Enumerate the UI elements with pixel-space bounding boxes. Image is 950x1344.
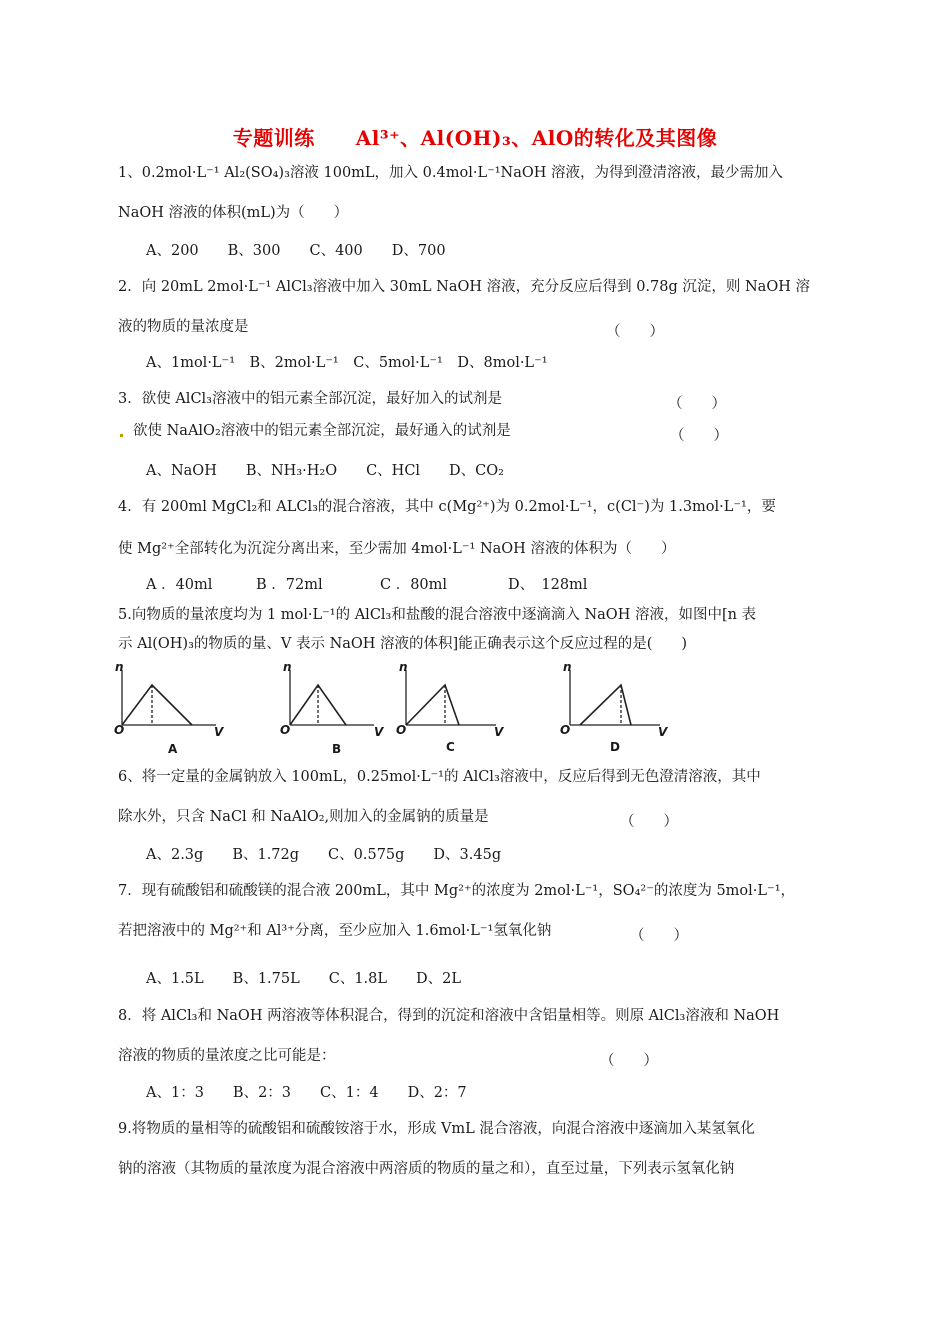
graph-a-v-label: V bbox=[214, 725, 224, 739]
graph-d-curve bbox=[580, 685, 631, 725]
question-2-options: A、1mol·L⁻¹ B、2mol·L⁻¹ C、5mol·L⁻¹ D、8mol·L⁻¹ bbox=[146, 355, 548, 371]
graph-b-v-label: V bbox=[374, 725, 384, 739]
question-5-line-2: 示 Al(OH)₃的物质的量、V 表示 NaOH 溶液的体积]能正确表示这个反应过程的是( ) bbox=[118, 636, 688, 652]
question-6-options: A、2.3g B、1.72g C、0.575g D、3.45g bbox=[146, 847, 502, 863]
stray-mark bbox=[120, 434, 123, 437]
question-9-line-2: 钠的溶液（其物质的量浓度为混合溶液中两溶质的物质的量之和），直至过量，下列表示氢氧化钠 bbox=[118, 1161, 735, 1177]
graph-d-label: D bbox=[610, 740, 620, 754]
question-1-line-1: 1、0.2mol·L⁻¹ Al₂(SO₄)₃溶液 100mL，加入 0.4mol·L⁻¹NaOH 溶液，为得到澄清溶液，最少需加入 bbox=[118, 165, 784, 181]
graph-b-n-label: n bbox=[283, 660, 292, 674]
page-title: 专题训练 Al³⁺、Al(OH)₃、AlO的转化及其图像 bbox=[232, 126, 718, 150]
question-8-line-1: 8．将 AlCl₃和 NaOH 两溶液等体积混合，得到的沉淀和溶液中含铝量相等。则原 AlCl₃溶液和 NaOH bbox=[118, 1008, 780, 1024]
question-8-options: A、1：3 B、2：3 C、1：4 D、2：7 bbox=[146, 1085, 467, 1101]
question-1-line-2: NaOH 溶液的体积(mL)为（ ） bbox=[118, 205, 349, 221]
question-3-options: A、NaOH B、NH₃·H₂O C、HCl D、CO₂ bbox=[146, 463, 504, 479]
question-3-line-2: 欲使 NaAlO₂溶液中的铝元素全部沉淀，最好通入的试剂是 bbox=[133, 423, 511, 439]
question-2-line-1: 2．向 20mL 2mol·L⁻¹ AlCl₃溶液中加入 30mL NaOH 溶液，充分反应后得到 0.78g 沉淀，则 NaOH 溶 bbox=[118, 279, 810, 295]
question-7-line-1: 7．现有硫酸铝和硫酸镁的混合液 200mL，其中 Mg²⁺的浓度为 2mol·L⁻¹，SO₄²⁻的浓度为 5mol·L⁻¹， bbox=[118, 883, 796, 899]
question-4-option-b: B ．72ml bbox=[256, 577, 323, 593]
graph-a-n-label: n bbox=[115, 660, 124, 674]
answer-graphs bbox=[112, 660, 682, 760]
graph-a-curve bbox=[122, 685, 192, 725]
graph-a-origin-label: O bbox=[114, 723, 125, 737]
question-5-line-1: 5.向物质的量浓度均为 1 mol·L⁻¹的 AlCl₃和盐酸的混合溶液中逐滴滴入 NaOH 溶液，如图中[n 表 bbox=[118, 607, 757, 623]
graph-c-origin-label: O bbox=[396, 723, 407, 737]
question-9-line-1: 9.将物质的量相等的硫酸铝和硫酸铵溶于水，形成 VmL 混合溶液，向混合溶液中逐滴加入某氢氧化 bbox=[118, 1121, 755, 1137]
graph-b-label: B bbox=[332, 742, 342, 756]
question-6-answer-blank: （ ） bbox=[620, 814, 678, 830]
graph-c-label: C bbox=[446, 740, 455, 754]
question-4-option-d: D、 128ml bbox=[508, 577, 588, 593]
question-6-line-2: 除水外，只含 NaCl 和 NaAlO₂,则加入的金属钠的质量是 bbox=[118, 809, 489, 825]
question-2-answer-blank: （ ） bbox=[606, 324, 664, 340]
question-7-options: A、1.5L B、1.75L C、1.8L D、2L bbox=[146, 971, 461, 987]
graph-d bbox=[570, 670, 660, 725]
graph-b-origin-label: O bbox=[280, 723, 291, 737]
question-8-answer-blank: （ ） bbox=[600, 1053, 658, 1069]
graph-c bbox=[406, 670, 496, 725]
question-7-line-2: 若把溶液中的 Mg²⁺和 Al³⁺分离，至少应加入 1.6mol·L⁻¹氢氧化钠 bbox=[118, 923, 552, 939]
graph-b bbox=[290, 670, 374, 725]
graph-c-curve bbox=[406, 685, 459, 725]
question-8-line-2: 溶液的物质的量浓度之比可能是： bbox=[118, 1048, 336, 1064]
graph-d-v-label: V bbox=[658, 725, 668, 739]
answer-graphs-svg bbox=[112, 660, 682, 760]
question-4-line-1: 4．有 200ml MgCl₂和 ALCl₃的混合溶液，其中 c(Mg²⁺)为 0.2mol·L⁻¹，c(Cl⁻)为 1.3mol·L⁻¹，要 bbox=[118, 499, 776, 515]
question-6-line-1: 6、将一定量的金属钠放入 100mL，0.25mol·L⁻¹的 AlCl₃溶液中，反应后得到无色澄清溶液，其中 bbox=[118, 769, 761, 785]
graph-a-label: A bbox=[168, 742, 178, 756]
question-3-answer-blank-2: （ ） bbox=[670, 428, 728, 444]
question-3-answer-blank-1: （ ） bbox=[668, 396, 726, 412]
question-4-option-a: A ．40ml bbox=[146, 577, 213, 593]
question-4-option-c: C ．80ml bbox=[380, 577, 448, 593]
question-2-line-2: 液的物质的量浓度是 bbox=[118, 319, 249, 335]
question-3-line-1: 3．欲使 AlCl₃溶液中的铝元素全部沉淀，最好加入的试剂是 bbox=[118, 391, 502, 407]
graph-d-origin-label: O bbox=[560, 723, 571, 737]
graph-a bbox=[122, 670, 216, 725]
question-4-line-2: 使 Mg²⁺全部转化为沉淀分离出来，至少需加 4mol·L⁻¹ NaOH 溶液的体积为（ ） bbox=[118, 541, 676, 557]
graph-d-n-label: n bbox=[563, 660, 572, 674]
question-7-answer-blank: （ ） bbox=[630, 928, 688, 944]
graph-c-v-label: V bbox=[494, 725, 504, 739]
graph-c-n-label: n bbox=[399, 660, 408, 674]
question-1-options: A、200 B、300 C、400 D、700 bbox=[146, 243, 446, 259]
